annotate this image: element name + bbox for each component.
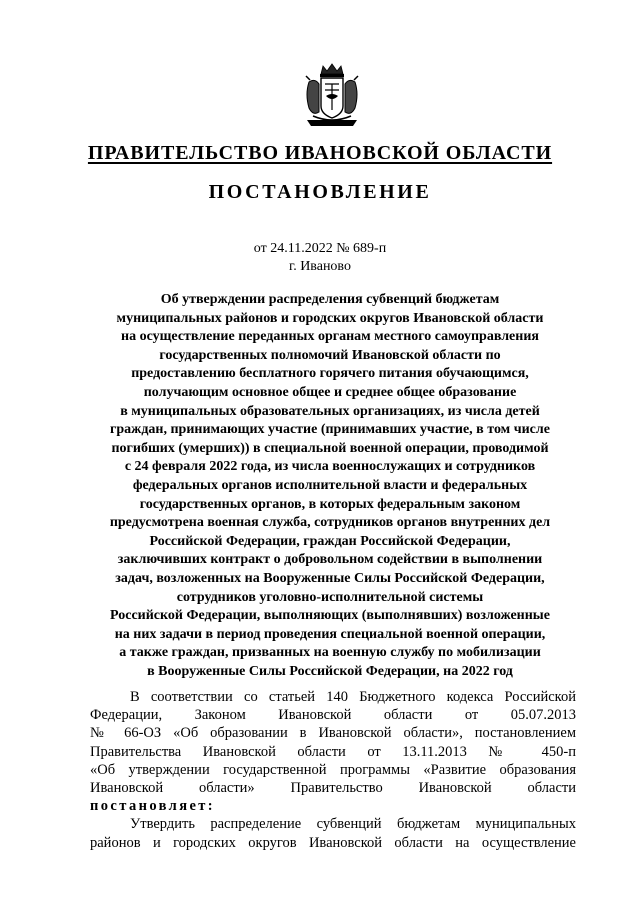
subject-line: государственных полномочий Ивановской области по <box>159 347 501 363</box>
body-line: районов и городских округов Ивановской области на осуществление <box>90 834 576 851</box>
subject-line: федеральных органов исполнительной власти и федеральных <box>132 477 528 493</box>
body-line: В соответствии со статьей 140 Бюджетного кодекса Российской <box>130 689 576 705</box>
body-line: Правительства Ивановской области от 13.11.2013 № 450-п <box>90 743 576 760</box>
body-line: «Об утверждении государственной программы «Развитие образования <box>90 761 576 778</box>
subject-line: сотрудников уголовно-исполнительной системы <box>176 589 484 605</box>
subject-line: Российской Федерации, граждан Российской Федерации, <box>149 533 511 549</box>
subject-line: задач, возложенных на Вооруженные Силы Российской Федерации, <box>115 570 545 586</box>
subject-line: граждан, принимающих участие (принимавших участие, в том числе <box>110 422 550 438</box>
subject-line: муниципальных районов и городских округов Ивановской области <box>116 310 544 326</box>
body-line: Федерации, Законом Ивановской области от 05.07.2013 <box>90 707 576 724</box>
subject-line: в Вооруженные Силы Российской Федерации, на 2022 год <box>147 663 513 679</box>
body-line: № 66-ОЗ «Об образовании в Ивановской области», постановлением <box>90 725 576 742</box>
subject-line: получающим основное общее и среднее общее образование <box>143 384 517 400</box>
subject-line: на них задачи в период проведения специальной военной операции, <box>114 626 546 642</box>
subject-line: на осуществление переданных органам местного самоуправления <box>121 329 539 345</box>
subject-line: Российской Федерации, выполняющих (выполнявших) возложенные <box>110 608 550 624</box>
subject-line: с 24 февраля 2022 года, из числа военнослужащих и сотрудников <box>124 459 536 475</box>
subject-line: заключивших контракт о добровольном содействии в выполнении <box>117 552 543 568</box>
coat-of-arms-icon <box>301 62 363 130</box>
subject-line: в муниципальных образовательных организациях, из числа детей <box>120 403 540 419</box>
document-type: ПОСТАНОВЛЕНИЕ <box>208 181 432 203</box>
subject-line: а также граждан, призванных на военную службу по мобилизации <box>119 645 541 661</box>
subject-line: предоставлению бесплатного горячего питания обучающимся, <box>131 366 529 382</box>
document-body <box>90 688 576 852</box>
organization-title: ПРАВИТЕЛЬСТВО ИВАНОВСКОЙ ОБЛАСТИ <box>87 142 553 164</box>
subject-line: государственных органов, в которых федеральным законом <box>139 496 521 512</box>
decree-verb: постановляет: <box>90 798 216 815</box>
subject-line: предусмотрена военная служба, сотрудников органов внутренних дел <box>109 515 551 531</box>
document-city: г. Иваново <box>289 259 351 274</box>
subject-line: Об утверждении распределения субвенций бюджетам <box>160 292 500 307</box>
subject-line: погибших (умерших)) в специальной военной операции, проводимой <box>111 440 549 456</box>
body-line: Ивановской области» Правительство Ивановской области <box>90 780 576 797</box>
document-subject <box>60 291 600 681</box>
body-line: Утвердить распределение субвенций бюджетам муниципальных <box>130 816 576 833</box>
document-date-number: от 24.11.2022 № 689-п <box>253 241 387 256</box>
